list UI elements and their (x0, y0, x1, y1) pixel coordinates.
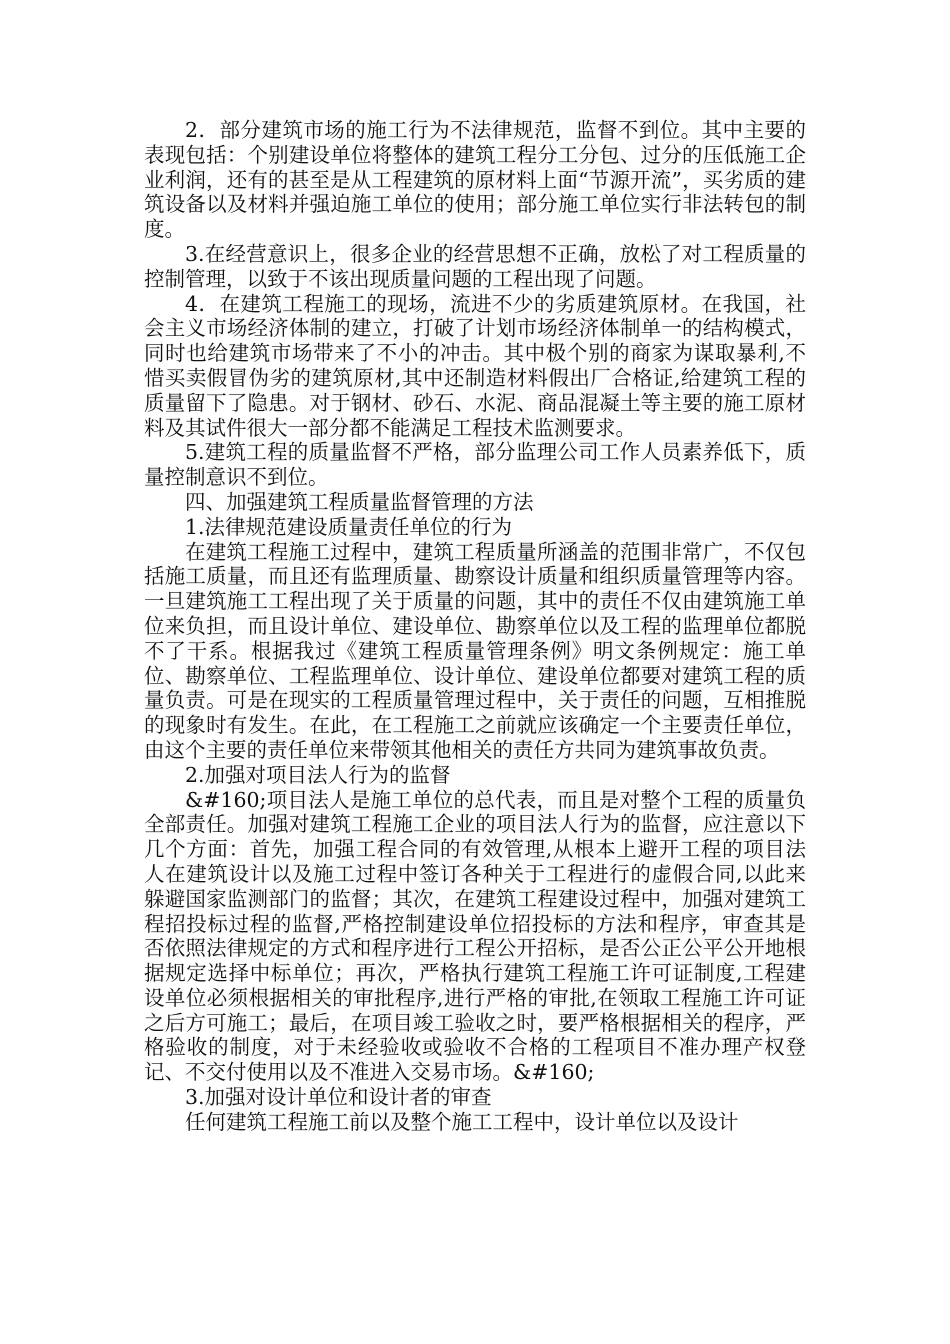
paragraph-legal-person: &#160;项目法人是施工单位的总代表，而且是对整个工程的质量负全部责任。加强对建筑工程施工企业的项目法人行为的监督，应注意以下几个方面：首先，加强工程合同的有效管理,从根本上避开工程的项目法人在建筑设计以及施工过程中签订各种关于工程进行的虚假合同,以此来躲避国家监测部门的监督；其次，在建筑工程建设过程中，加强对建筑工程招投标过程的监督,严格控制建设单位招投标的方法和程序，审查其是否依照法律规定的方式和程序进行工程公开招标，是否公正公平公开地根据规定选择中标单位；再次，严格执行建筑工程施工许可证制度,工程建设单位必须根据相关的审批程序,进行严格的审批,在领取工程施工许可证之后方可施工；最后，在项目竣工验收之时，要严格根据相关的程序，严格验收的制度，对于未经验收或验收不合格的工程项目不准办理产权登记、不交付使用以及不准进入交易市场。&#160; (144, 787, 806, 1085)
document-body (144, 118, 806, 1135)
paragraph-item-4: 4．在建筑工程施工的现场，流进不少的劣质建筑原材。在我国，社会主义市场经济体制的建立，打破了计划市场经济体制单一的结构模式，同时也给建筑市场带来了不小的冲击。其中极个别的商家为谋取暴利,不惜买卖假冒伪劣的建筑原材,其中还制造材料假出厂合格证,给建筑工程的质量留下了隐患。对于钢材、砂石、水泥、商品混凝土等主要的施工原材料及其试件很大一部分都不能满足工程技术监测要求。 (144, 291, 806, 440)
subheading-2: 2.加强对项目法人行为的监督 (185, 762, 451, 787)
paragraph-item-3: 3.在经营意识上，很多企业的经营思想不正确，放松了对工程质量的控制管理，以致于不该出现质量问题的工程出现了问题。 (144, 241, 806, 291)
paragraph-item-5: 5.建筑工程的质量监督不严格，部分监理公司工作人员素养低下，质量控制意识不到位。 (144, 440, 806, 490)
paragraph-responsibility: 在建筑工程施工过程中，建筑工程质量所涵盖的范围非常广，不仅包括施工质量，而且还有监理质量、勘察设计质量和组织质量管理等内容。一旦建筑施工工程出现了关于质量的问题，其中的责任不仅由建筑施工单位来负担，而且设计单位、建设单位、勘察单位以及工程的监理单位都脱不了干系。根据我过《建筑工程质量管理条例》明文条例规定：施工单位、勘察单位、工程监理单位、设计单位、建设单位都要对建筑工程的质量负责。可是在现实的工程质量管理过程中，关于责任的问题，互相推脱的现象时有发生。在此，在工程施工之前就应该确定一个主要责任单位，由这个主要的责任单位来带领其他相关的责任方共同为建筑事故负责。 (144, 539, 806, 762)
subheading-3: 3.加强对设计单位和设计者的审查 (185, 1085, 492, 1110)
paragraph-design-review: 任何建筑工程施工前以及整个施工工程中，设计单位以及设计 (185, 1109, 739, 1134)
paragraph-item-2: 2．部分建筑市场的施工行为不法律规范，监督不到位。其中主要的表现包括：个别建设单位将整体的建筑工程分工分包、过分的压低施工企业利润，还有的甚至是从工程建筑的原材料上面“节源开流”，买劣质的建筑设备以及材料并强迫施工单位的使用；部分施工单位实行非法转包的制度。 (144, 118, 806, 242)
section-heading-4: 四、加强建筑工程质量监督管理的方法 (185, 489, 534, 514)
subheading-1: 1.法律规范建设质量责任单位的行为 (185, 514, 513, 539)
